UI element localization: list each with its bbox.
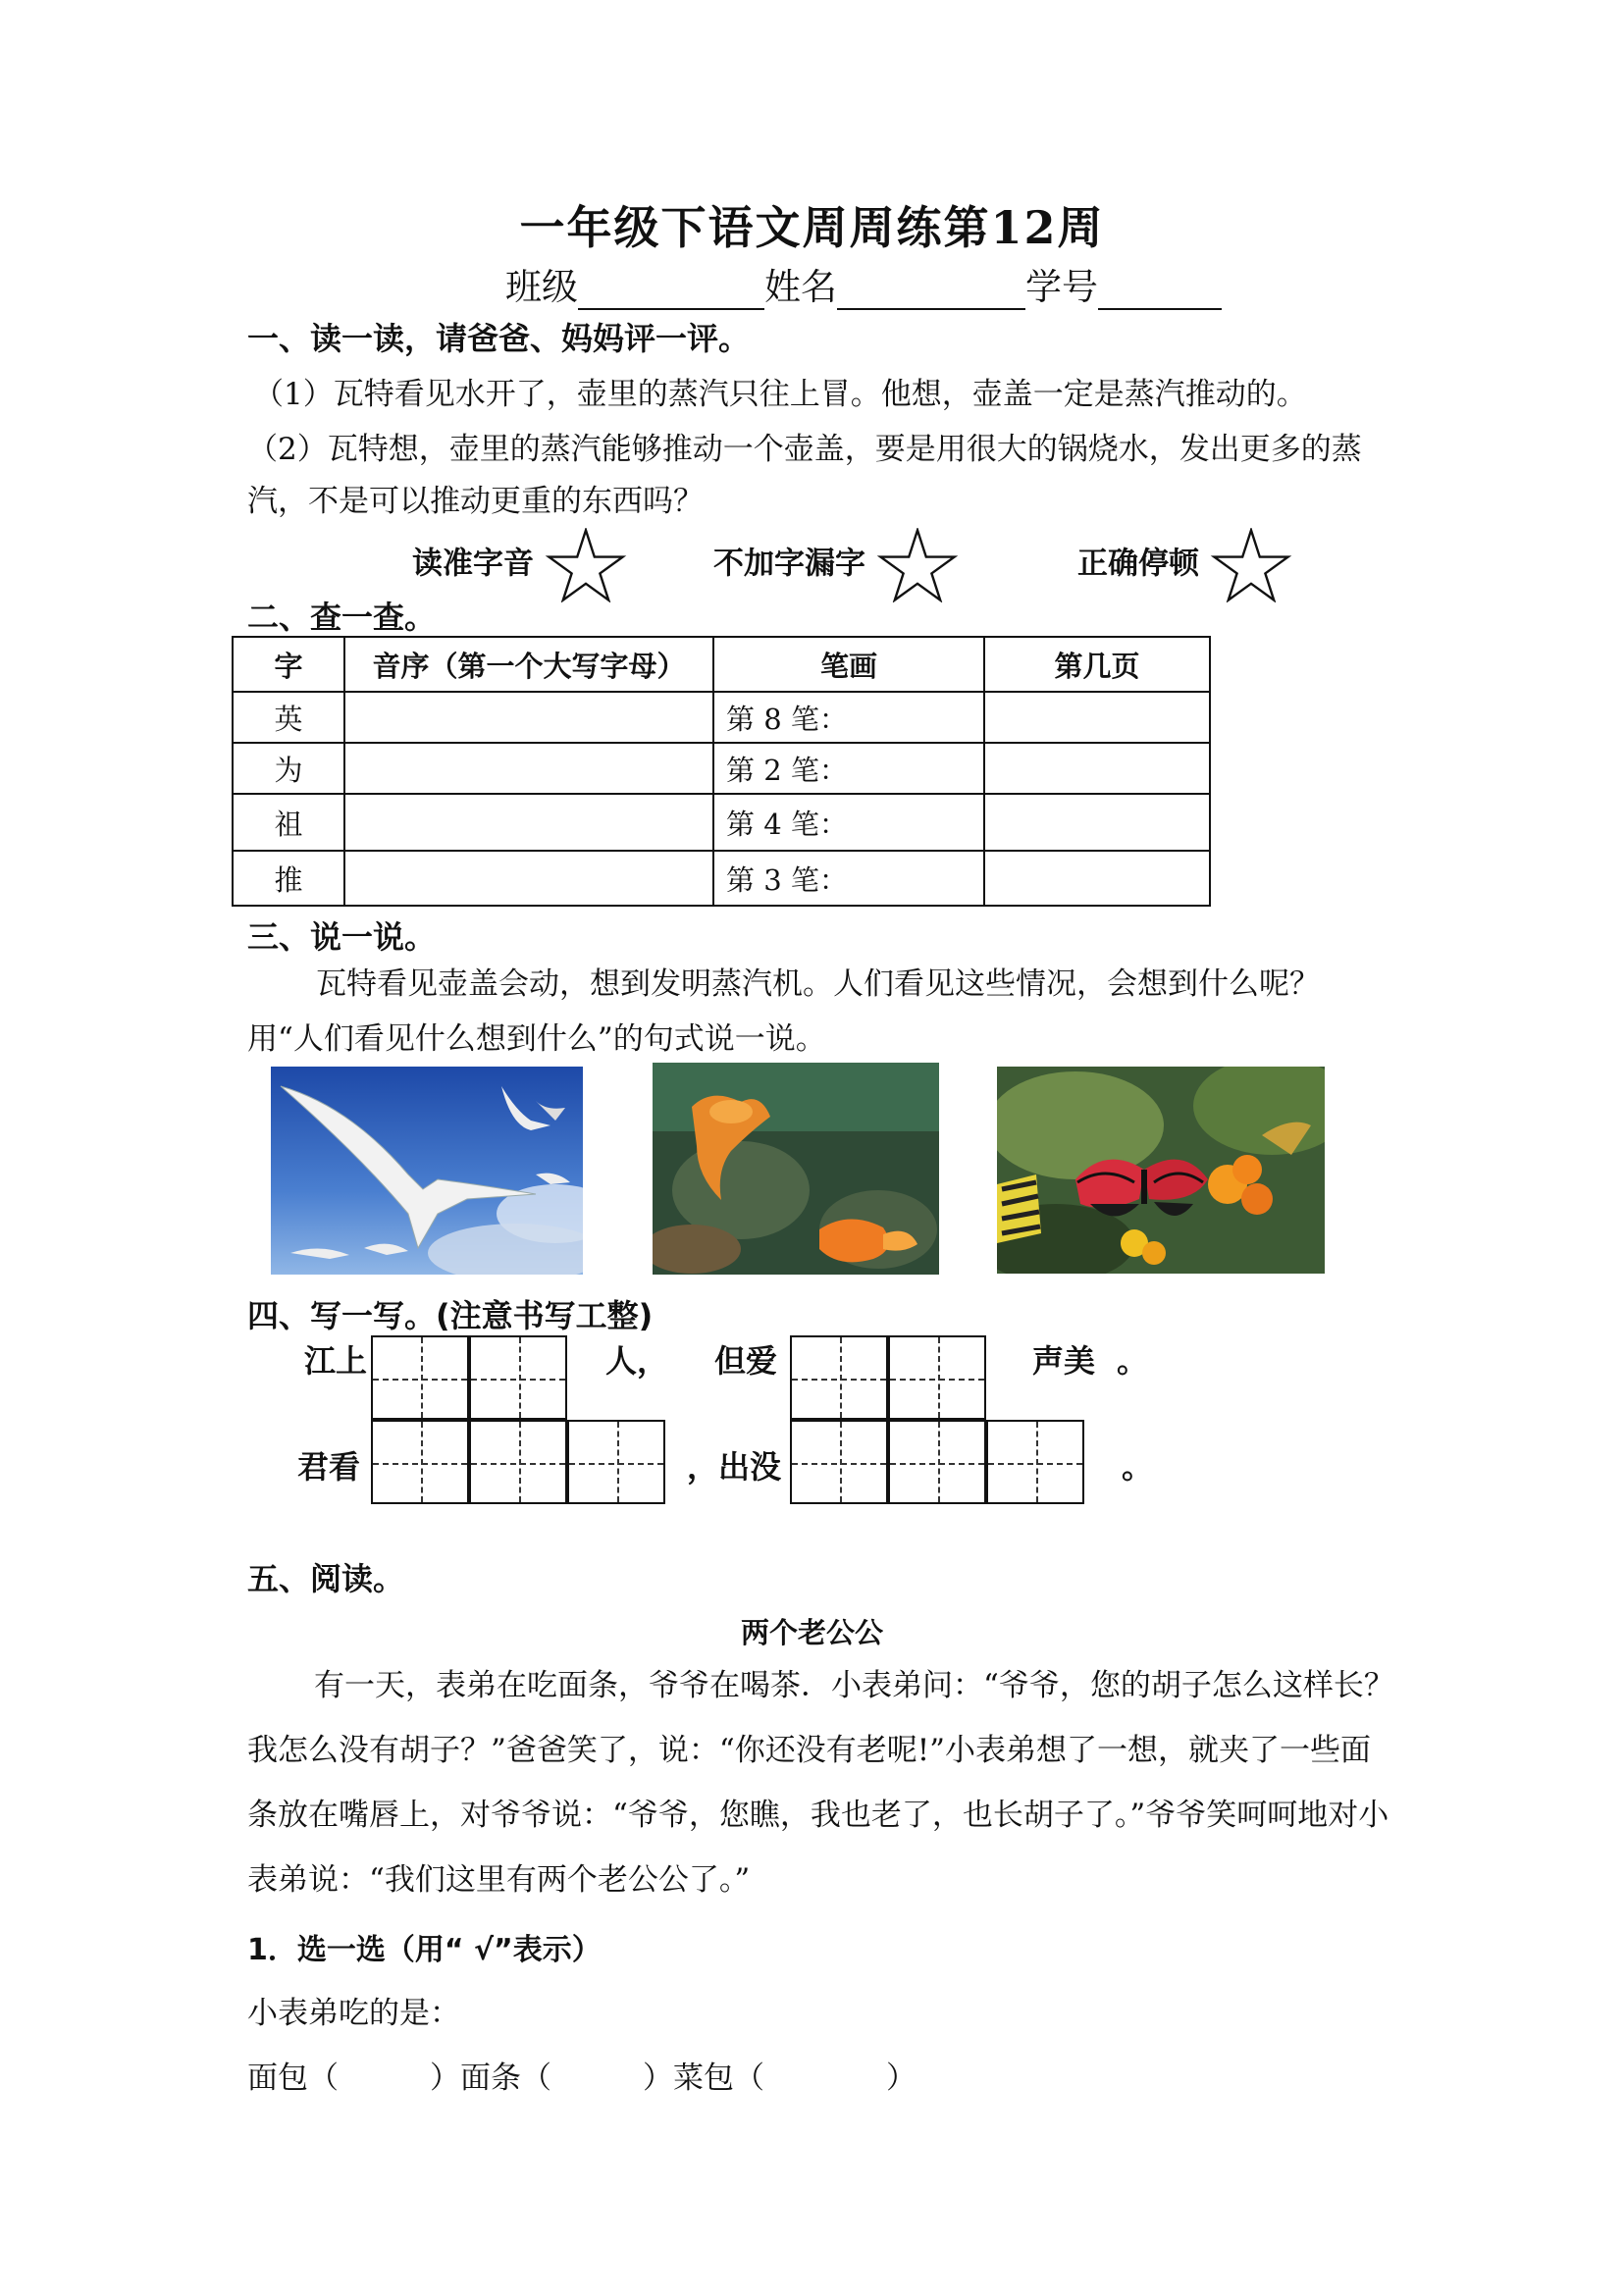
- poem-text-2c: 。: [1122, 1448, 1154, 1486]
- section3-heading: 三、说一说。: [247, 918, 437, 956]
- table-row: [233, 851, 1210, 906]
- cell-initial-blank[interactable]: [344, 794, 713, 851]
- cell-char: 推: [233, 851, 344, 906]
- poem-text-1a: 江上: [304, 1342, 368, 1380]
- cell-initial-blank[interactable]: [344, 851, 713, 906]
- cell-stroke: 第 8 笔：: [713, 692, 984, 743]
- section1-heading: 一、读一读，请爸爸、妈妈评一评。: [247, 320, 751, 357]
- seagulls-photo: [271, 1067, 583, 1275]
- table-row: [233, 692, 1210, 743]
- table-row: [233, 743, 1210, 794]
- poem-text-1b: 人，: [605, 1342, 669, 1380]
- col-page: 第几页: [984, 637, 1210, 692]
- cell-char: 为: [233, 743, 344, 794]
- table-header-row: [233, 637, 1210, 692]
- cell-page-blank[interactable]: [984, 794, 1210, 851]
- cell-initial-blank[interactable]: [344, 692, 713, 743]
- cell-page-blank[interactable]: [984, 851, 1210, 906]
- writing-box[interactable]: [371, 1335, 469, 1420]
- writing-box[interactable]: [790, 1335, 888, 1420]
- cell-stroke: 第 3 笔：: [713, 851, 984, 906]
- poem-text-2a: 君看: [297, 1448, 361, 1486]
- criterion-2: [713, 528, 959, 602]
- criterion-3-label: 正确停顿: [1077, 546, 1199, 582]
- cell-page-blank[interactable]: [984, 692, 1210, 743]
- col-initial: 音序（第一个大写字母）: [344, 637, 713, 692]
- goldfish-photo: [653, 1063, 939, 1275]
- writing-box[interactable]: [567, 1420, 665, 1504]
- id-blank[interactable]: [1098, 273, 1222, 310]
- question1-heading: 1．选一选（用“ √”表示）: [247, 1933, 602, 1967]
- name-blank[interactable]: [837, 273, 1025, 310]
- poem-text-1c: 但爱: [714, 1342, 778, 1380]
- star-icon[interactable]: [1210, 528, 1292, 602]
- page-title: 一年级下语文周周练第12周: [519, 201, 1105, 254]
- section2-heading: 二、查一查。: [247, 599, 437, 636]
- criterion-1-label: 读准字音: [412, 546, 534, 582]
- poem-text-1e: 。: [1117, 1342, 1149, 1380]
- table-row: [233, 794, 1210, 851]
- class-label: 班级: [505, 266, 578, 308]
- criterion-2-label: 不加字漏字: [713, 546, 865, 582]
- class-blank[interactable]: [578, 273, 764, 310]
- criterion-1: [412, 528, 627, 602]
- writing-box[interactable]: [790, 1420, 888, 1504]
- butterfly-photo: [997, 1067, 1325, 1274]
- question1-options[interactable]: 面包（ ）面条（ ）菜包（ ）: [247, 2061, 917, 2096]
- criterion-3: [1077, 528, 1292, 602]
- writing-box[interactable]: [986, 1420, 1084, 1504]
- section1-line2: （2）瓦特想，壶里的蒸汽能够推动一个壶盖，要是用很大的锅烧水，发出更多的蒸汽，不是可以推动更重的东西吗？: [247, 432, 1362, 519]
- col-char: 字: [233, 637, 344, 692]
- section5-heading: 五、阅读。: [247, 1560, 405, 1597]
- poem-text-1d: 声美: [1032, 1342, 1096, 1380]
- star-icon[interactable]: [876, 528, 959, 602]
- dictionary-table: [232, 636, 1211, 907]
- poem-text-2b: ，出没: [687, 1448, 782, 1486]
- cell-page-blank[interactable]: [984, 743, 1210, 794]
- id-label: 学号: [1025, 266, 1098, 308]
- writing-box[interactable]: [888, 1335, 986, 1420]
- writing-box[interactable]: [371, 1420, 469, 1504]
- star-icon[interactable]: [545, 528, 627, 602]
- cell-initial-blank[interactable]: [344, 743, 713, 794]
- section4-heading: 四、写一写。(注意书写工整): [247, 1297, 654, 1334]
- writing-box[interactable]: [469, 1420, 567, 1504]
- writing-box[interactable]: [888, 1420, 986, 1504]
- col-stroke: 笔画: [713, 637, 984, 692]
- story-text: 有一天，表弟在吃面条，爷爷在喝茶．小表弟问：“爷爷，您的胡子怎么这样长？我怎么没有胡子？”爸爸笑了，说：“你还没有老呢!”小表弟想了一想，就夹了一些面条放在嘴唇上，对爷爷说：“爷爷，您瞧，我也老了，也长胡子了。”爷爷笑呵呵地对小表弟说：“我们这里有两个老公公了。”: [247, 1668, 1394, 1898]
- story-title: 两个老公公: [740, 1616, 883, 1649]
- student-info-line: [505, 257, 1222, 310]
- cell-char: 英: [233, 692, 344, 743]
- question1-prompt: 小表弟吃的是：: [247, 1996, 460, 2031]
- writing-box[interactable]: [469, 1335, 567, 1420]
- section1-line1: （1）瓦特看见水开了，壶里的蒸汽只往上冒。他想，壶盖一定是蒸汽推动的。: [253, 377, 1307, 412]
- cell-char: 祖: [233, 794, 344, 851]
- section3-text: 瓦特看见壶盖会动，想到发明蒸汽机。人们看见这些情况，会想到什么呢？用“人们看见什么想到什么”的句式说一说。: [247, 966, 1320, 1057]
- cell-stroke: 第 4 笔：: [713, 794, 984, 851]
- name-label: 姓名: [764, 266, 837, 308]
- cell-stroke: 第 2 笔：: [713, 743, 984, 794]
